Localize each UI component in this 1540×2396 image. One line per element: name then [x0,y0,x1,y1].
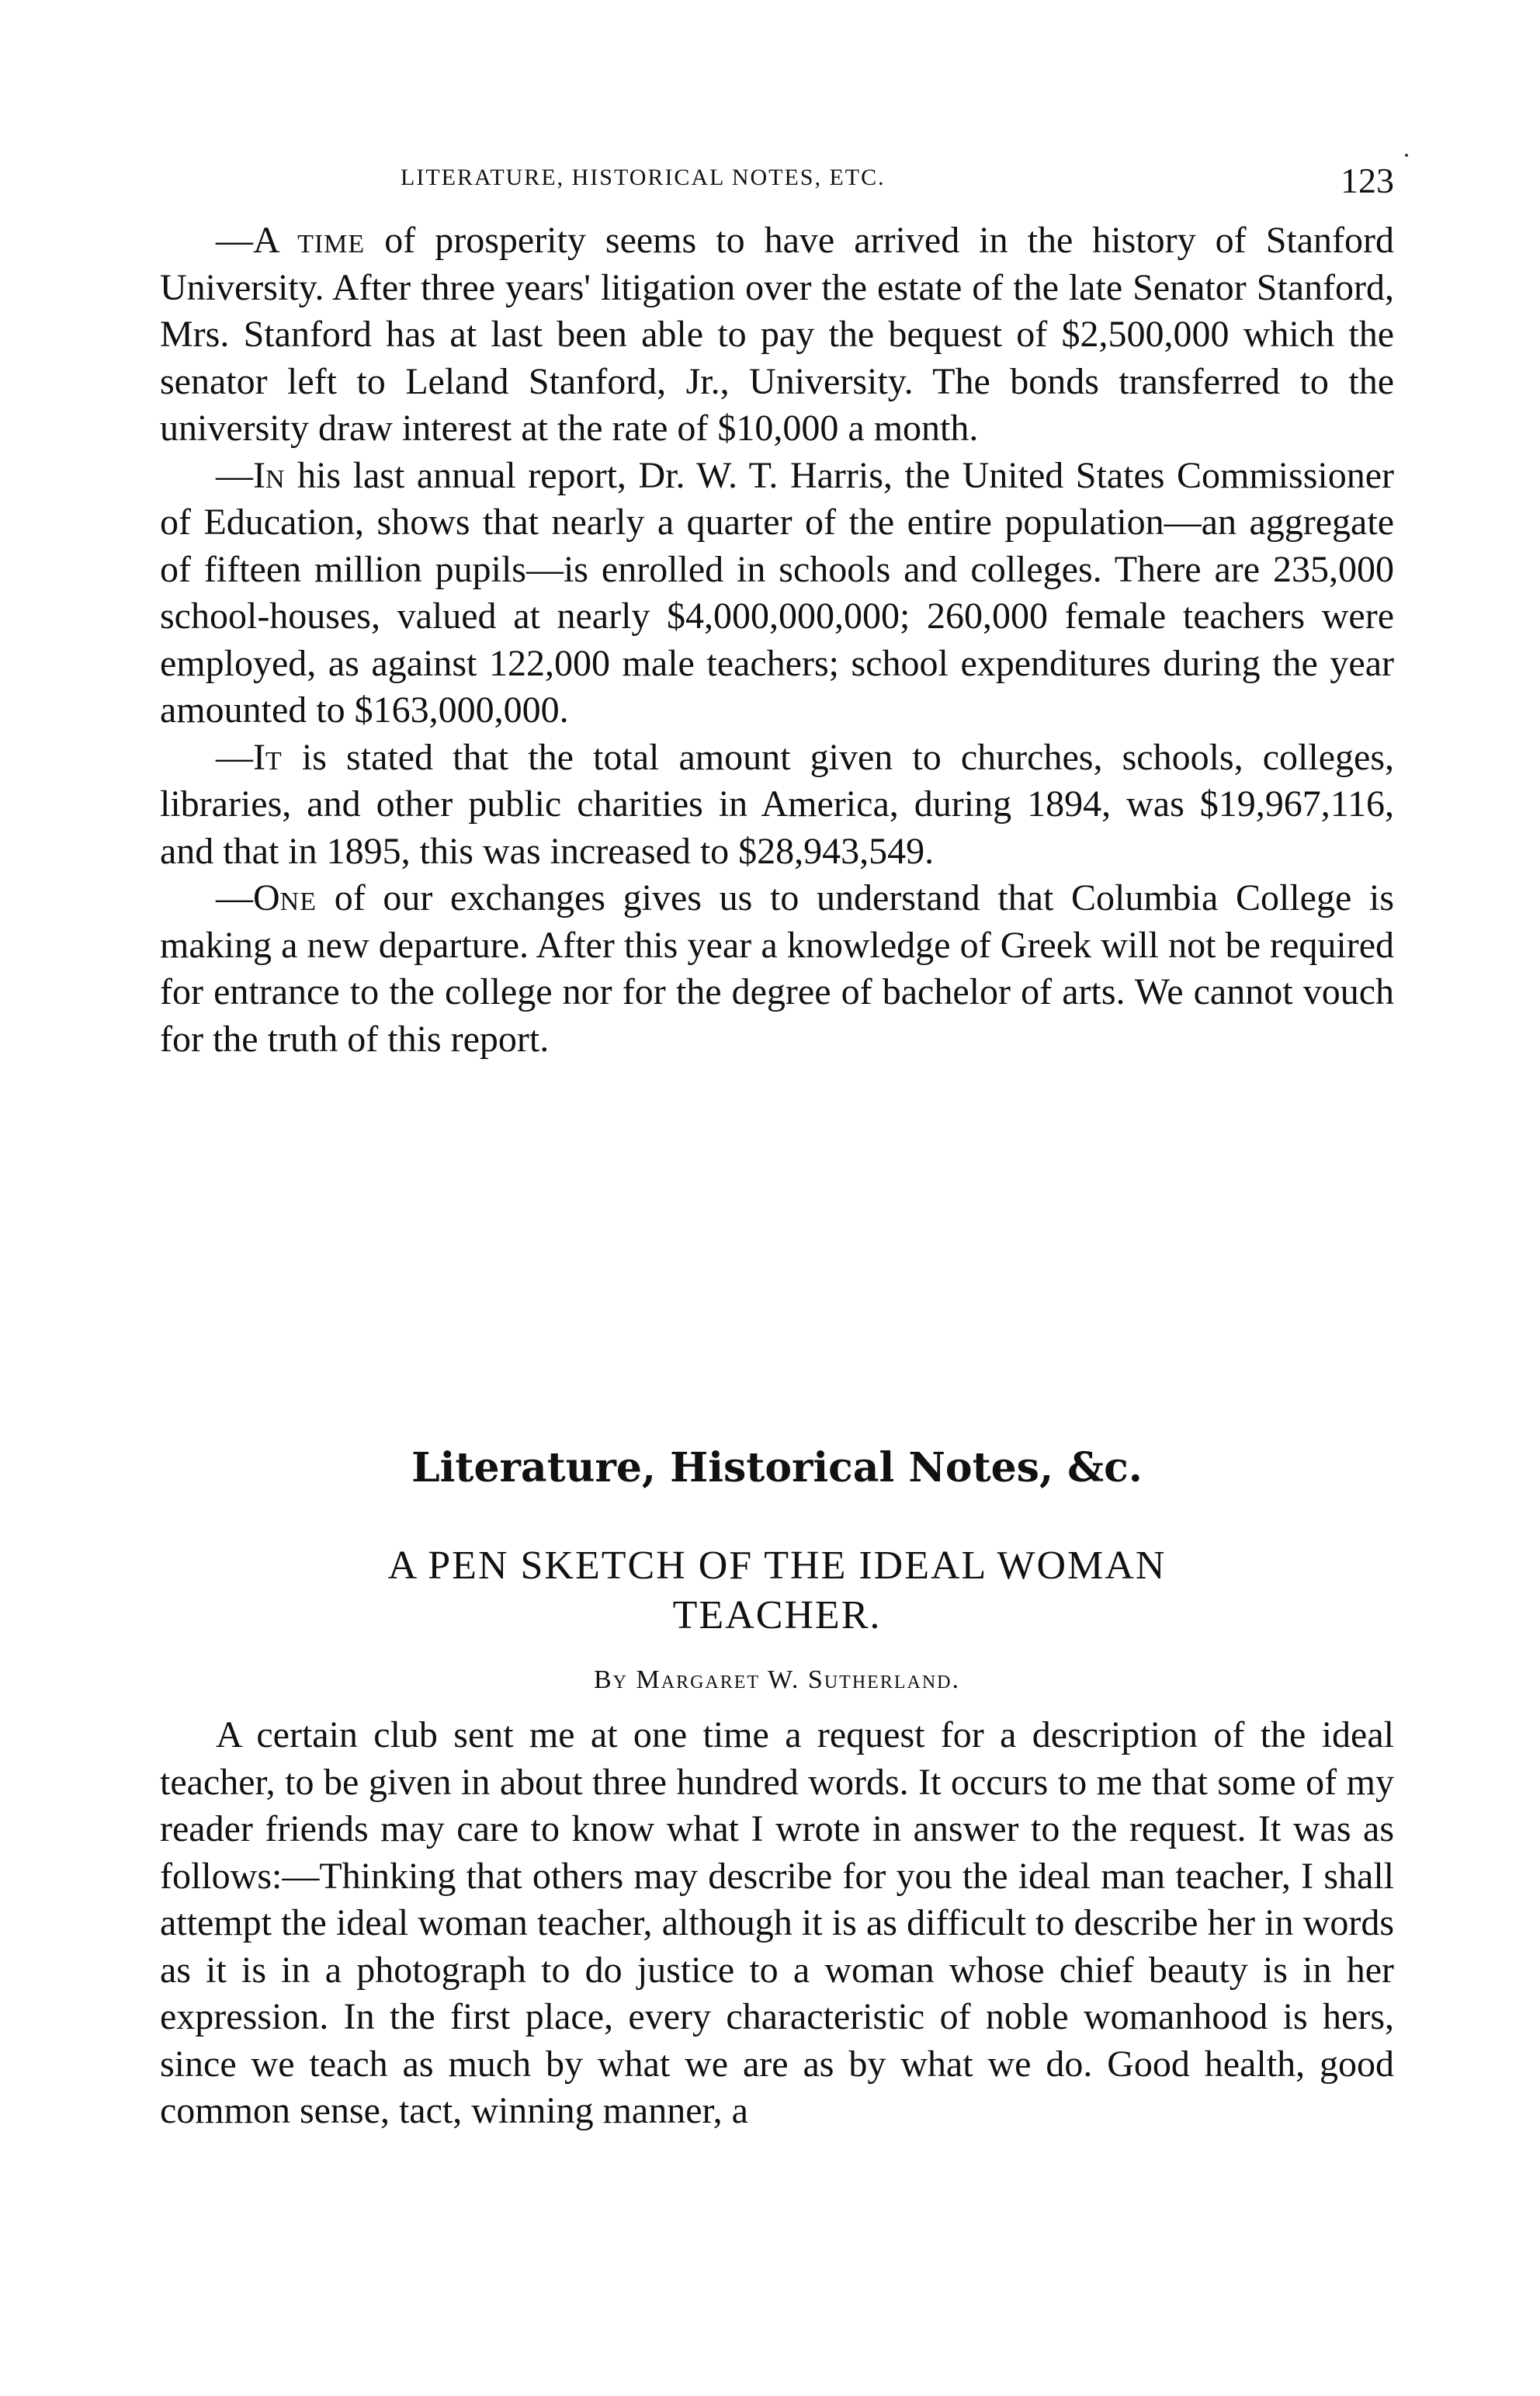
note-paragraph [160,734,1394,876]
note-lead: —A [216,220,298,261]
note-lead: —O [216,877,280,918]
article-title [160,1541,1394,1641]
article-title-line: TEACHER. [672,1593,882,1637]
notes-section [160,217,1394,1063]
running-header [160,161,1394,211]
note-lead: —I [216,736,265,778]
running-title: LITERATURE, HISTORICAL NOTES, ETC. [401,165,886,190]
note-lead-caps: time [297,220,366,261]
note-lead-caps: ne [279,877,317,918]
note-paragraph [160,875,1394,1063]
note-text: of prosperity seems to have arrived in the history of Stanford University. After three years' litigation over the estate of the late Senator Stanford, Mrs. Stanford has at last been able to pay the bequest of $2,500,000 which the senator left to Leland Stanford, Jr., University. The bonds transferred to the university draw interest at the rate of $10,000 a month. [160,220,1395,449]
note-lead-caps: n [265,454,286,496]
article-paragraph: A certain club sent me at one time a request for a description of the ideal teacher, to be given in about three hundred words. It occurs to me that some of my reader friends may care to know what I wrote in answer to the request. It was as follows:—Thinking that others may describe for you the ideal man teacher, I shall attempt the ideal woman teacher, although it is as difficult to describe her in words as it is in a photograph to do justice to a woman whose chief beauty is in her expression. In the first place, every characteristic of noble womanhood is hers, since we teach as much by what we are as by what we do. Good health, good common sense, tact, winning manner, a [160,1714,1394,2131]
note-text: of our exchanges gives us to understand that Columbia College is making a new departure. After this year a knowledge of Greek will not be required for entrance to the college nor for the degree of bachelor of arts. We cannot vouch for the truth of this report. [160,877,1394,1060]
page-speck [1405,154,1408,157]
note-text: his last annual report, Dr. W. T. Harris, the United States Commissioner of Education, shows that nearly a quarter of the entire population—an aggregate of fifteen million pupils—is enrolled in schools and colleges. There are 235,000 school-houses, valued at nearly $4,000,000,000; 260,000 female teachers were employed, as against 122,000 male teachers; school expenditures during the year amounted to $163,000,000. [160,454,1394,731]
page-number: 123 [1341,161,1394,200]
note-paragraph [160,453,1394,734]
note-lead: —I [216,454,265,496]
article-body [160,1712,1394,2135]
note-paragraph [160,217,1394,453]
article-byline: By Margaret W. Sutherland. [594,1665,960,1694]
section-heading: Literature, Historical Notes, &c. [411,1444,1143,1491]
article-title-line: A PEN SKETCH OF THE IDEAL WOMAN [387,1544,1167,1588]
note-lead-caps: t [265,736,283,778]
note-text: is stated that the total amount given to churches, schools, colleges, libraries, and other public charities in America, during 1894, was $19,967,116, and that in 1895, this was increased to $28,943,549. [160,736,1394,872]
